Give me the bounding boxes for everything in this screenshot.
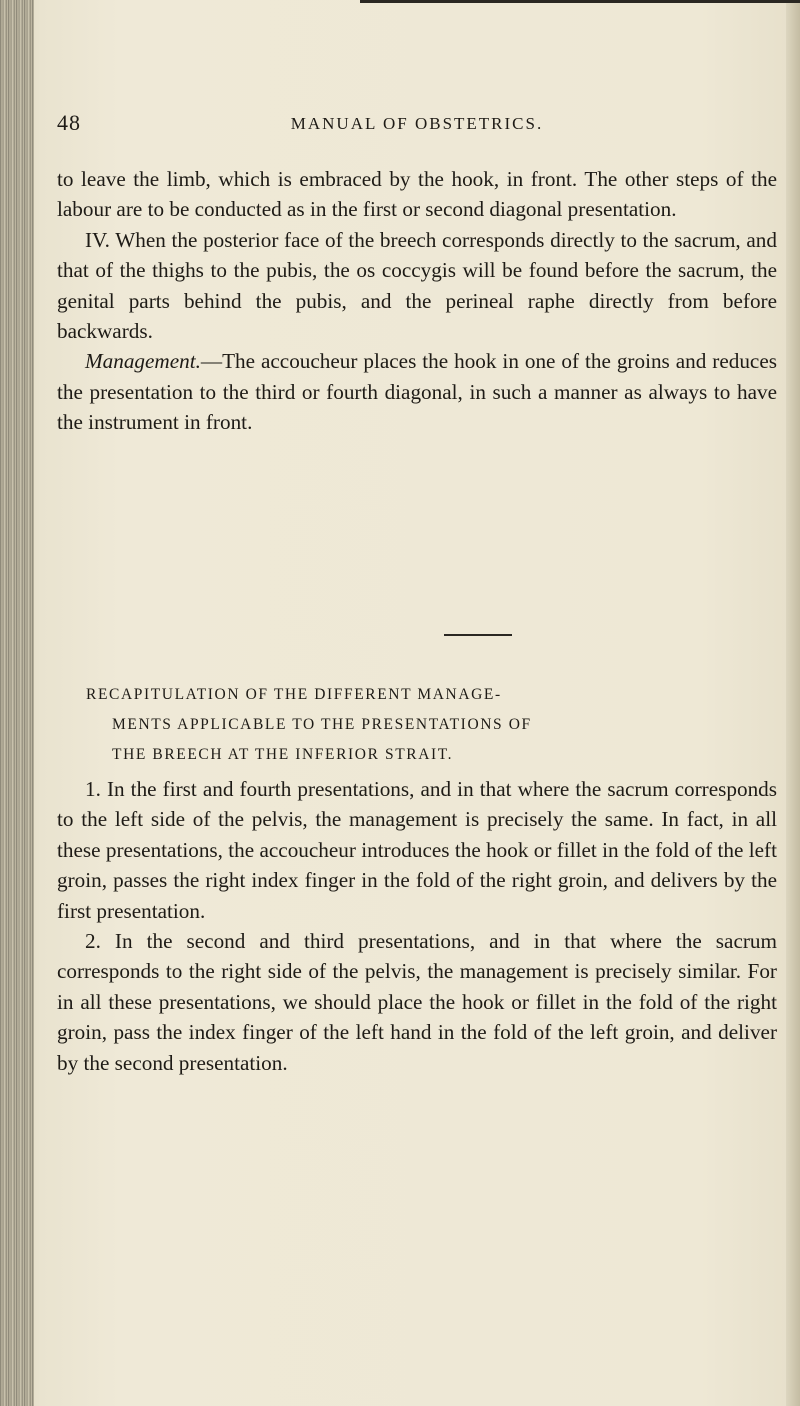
page-header: [57, 110, 777, 140]
heading-line-2: MENTS APPLICABLE TO THE PRESENTATIONS OF: [112, 716, 532, 733]
section-divider: [444, 634, 512, 636]
recapitulation-list: [57, 774, 777, 1078]
recapitulation-heading: [86, 680, 746, 770]
paragraph-iv: IV. When the posterior face of the breech corresponds directly to the sacrum, and that of the thighs to the pubis, the os coccygis will be found before the sacrum, the genital parts behind the pubis, and the perineal raphe directly from before backwards.: [57, 227, 777, 344]
binding-gutter: [0, 0, 34, 1406]
paragraph-continuation: to leave the limb, which is embraced by the hook, in front. The other steps of the labour are to be conducted as in the first or second diagonal presentation.: [57, 167, 777, 222]
list-item: 1. In the first and fourth presentations, and in that where the sacrum corresponds to the left side of the pelvis, the management is precisely the same. In fact, in all these presentations, the accoucheur introduces the hook or fillet in the fold of the left groin, passes the right index finger in the fold of the right groin, and delivers by the first presentation.: [57, 777, 777, 923]
page-edge: [786, 0, 800, 1406]
running-head: MANUAL OF OBSTETRICS.: [290, 114, 544, 133]
page-number: 48: [57, 110, 81, 135]
heading-line-3: THE BREECH AT THE INFERIOR STRAIT.: [112, 746, 454, 763]
top-rule: [360, 0, 800, 3]
paragraph-management: [57, 346, 777, 437]
management-text: —The accoucheur places the hook in one of the groins and reduces the presentation to the third or fourth diagonal, in such a manner as always to have the instrument in front.: [57, 349, 777, 435]
heading-line-1: RECAPITULATION OF THE DIFFERENT MANAGE-: [86, 686, 502, 703]
management-label: Management.: [85, 349, 201, 374]
body-text: [57, 164, 777, 438]
list-item: 2. In the second and third presentations, and in that where the sacrum corresponds to the right side of the pelvis, the management is precisely similar. For in all these presentations, we should place the hook or fillet in the fold of the right groin, pass the index finger of the left hand in the fold of the left groin, and deliver by the second presentation.: [57, 929, 777, 1075]
